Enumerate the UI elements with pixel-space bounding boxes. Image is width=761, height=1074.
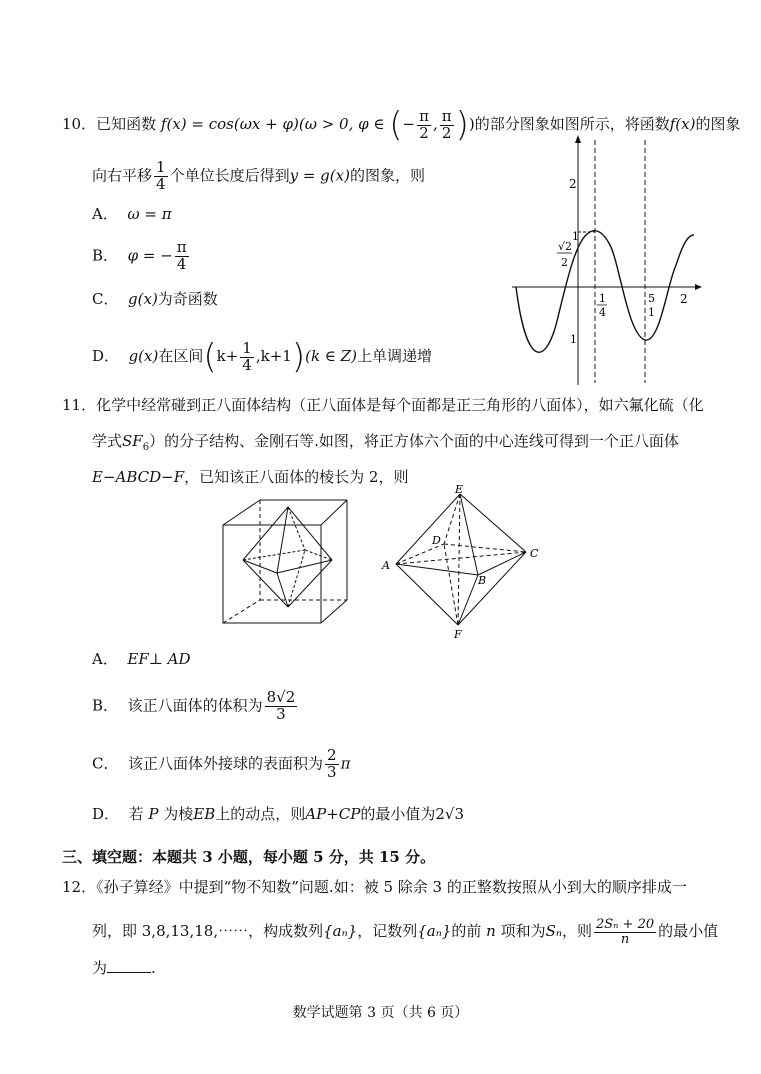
q10-f-definition: f(x) = cos(ωx + φ)(ω > 0, φ ∈ [160, 115, 390, 133]
answer-blank[interactable] [107, 960, 151, 973]
cube-front-face [223, 525, 321, 623]
section-3-heading: 三、填空题：本题共 3 小题，每小题 5 分，共 15 分。 [62, 848, 436, 866]
tick-x-quarter: 1 [599, 292, 606, 305]
q10-option-b: B． φ = − $\frac{\pi}{4}$ [92, 238, 187, 273]
page-footer: 数学试题第 3 页（共 6 页） [292, 1005, 469, 1021]
q10-number: 10． [62, 115, 97, 133]
q10-option-a: A． ω = π [92, 205, 172, 223]
cube-octahedron-figure [215, 495, 355, 635]
q12-line1: 12．《孙子算经》中提到“物不知数”问题.如：被 5 除余 3 的正整数按照从小到大的顺序排成一 [62, 878, 687, 896]
q11-option-d: D． 若 P 为棱EB上的动点，则AP+CP的最小值为2√3 [92, 805, 465, 823]
tick-sqrt2-den: 2 [561, 256, 568, 269]
y-axis-arrow [575, 135, 581, 143]
q10-option-c: C． g(x)为奇函数 [92, 290, 218, 308]
vertex-A: A [382, 559, 390, 572]
vertex-F: F [454, 628, 462, 641]
q10-line1: 10．已知函数 f(x) = cos(ωx + φ)(ω > 0, φ ∈ (− $\frac{\pi}{2}$ , $\frac{\pi}{2}$ ))的部分图象如图所示，将函数f(x)的图象 [62, 105, 741, 145]
x-axis-arrow [695, 284, 702, 290]
vertex-E: E [455, 483, 464, 496]
q12-line2: 列，即 3,8,13,18,⋯⋯，构成数列{aₙ}，记数列{aₙ}的前 n 项和为Sₙ，则 $\frac{\text{2Sₙ + 20}}{n}$ 的最小值 [92, 917, 719, 947]
q10-cosine-graph [512, 135, 702, 385]
q11-option-b: B． 该正八面体的体积为 $\frac{8√2}{3}$ [92, 688, 296, 723]
vertex-B: B [478, 574, 487, 587]
svg-text:1: 1 [648, 306, 655, 319]
q12-number: 12． [62, 878, 97, 896]
tick-x2: 2 [680, 292, 688, 306]
tick-x-five: 5 [648, 292, 655, 305]
tick-y-neg1: 1 [570, 333, 577, 346]
q12-line3: 为 . [92, 959, 156, 977]
q11-number: 11． [62, 396, 97, 414]
q11-line3: E−ABCD−F，已知该正八面体的棱长为 2，则 [92, 468, 409, 486]
tick-y2: 2 [569, 177, 577, 191]
q11-line2: 学式$SF_6$）的分子结构、金刚石等.如图，将正方体六个面的中心连线可得到一个正八面体 [92, 432, 679, 453]
labeled-octahedron-figure [378, 482, 553, 642]
tick-sqrt2: √2 [558, 240, 573, 253]
q11-line1: 11．化学中经常碰到正八面体结构（正八面体是每个面都是正三角形的八面体），如六氟化硫（化 [62, 396, 704, 414]
q11-option-a: A． EF⊥ AD [92, 650, 191, 668]
svg-text:4: 4 [599, 306, 606, 319]
vertex-C: C [530, 547, 539, 560]
q10-option-d: D． g(x)在区间(k+ $\frac{1}{4}$ ,k+1)(k ∈ Z)上单调递增 [92, 337, 432, 377]
tick-y1: 1 [572, 230, 579, 243]
q11-option-c: C． 该正八面体外接球的表面积为 $\frac{2}{3}$ π [92, 746, 351, 781]
vertex-D: D [432, 534, 441, 547]
q10-line2: 向右平移 $\frac{1}{4}$ 个单位长度后得到y = g(x)的图象，则 [92, 158, 425, 193]
